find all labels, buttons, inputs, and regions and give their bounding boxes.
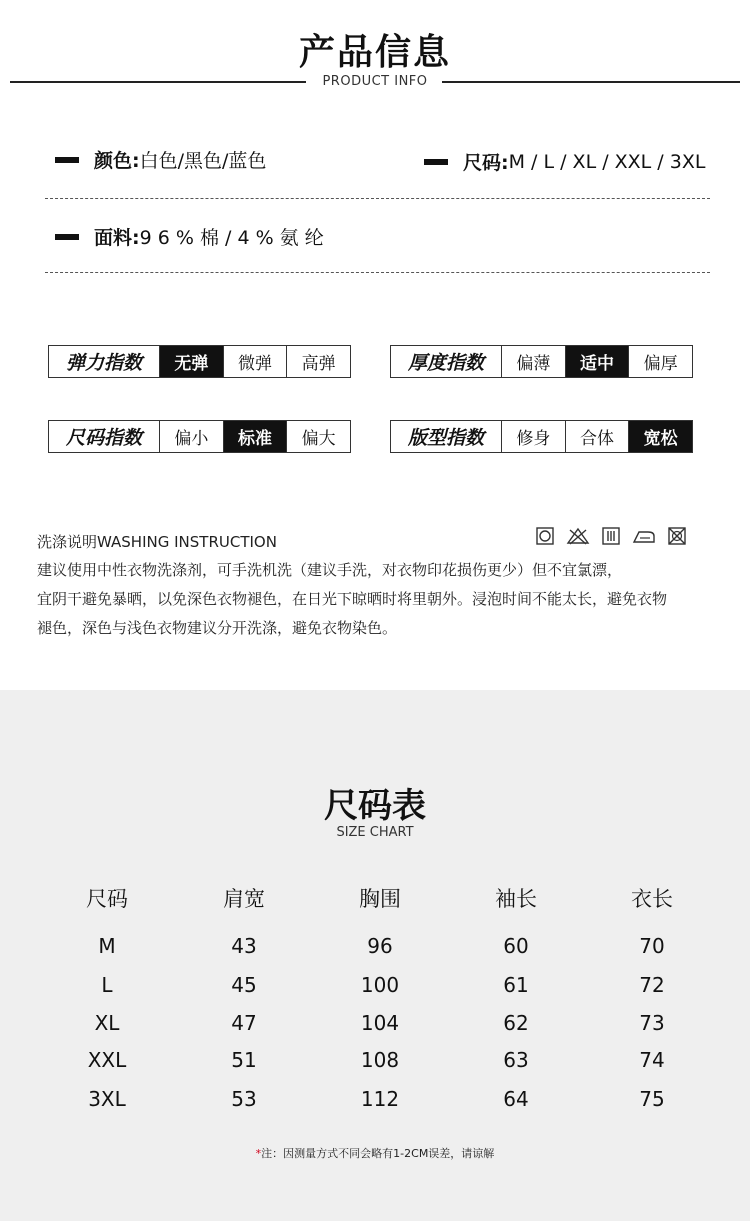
column-header: 肩宽 (223, 887, 265, 911)
subtitle-row (0, 72, 750, 92)
size-row (424, 148, 705, 175)
index-option: 无弹 (160, 346, 224, 377)
bullet-bar (55, 234, 79, 240)
measurement-cell: 60 (503, 934, 529, 958)
iron-icon (632, 527, 656, 545)
measurement-cell: 53 (231, 1087, 257, 1111)
bullet-bar (55, 157, 79, 163)
fabric-row (55, 223, 324, 250)
note-star: * (255, 1147, 262, 1160)
column-header: 胸围 (359, 887, 401, 911)
index-heading: 厚度指数 (391, 346, 502, 377)
size-chart-subtitle: SIZE CHART (336, 825, 414, 840)
size-cell: L (101, 973, 113, 997)
washing-line: 建议使用中性衣物洗涤剂，可手洗机洗（建议手洗，对衣物印花损伤更少）但不宜氯漂， (37, 561, 623, 579)
elasticity-index (48, 345, 351, 378)
index-option: 偏小 (160, 421, 224, 452)
measurement-cell: 72 (639, 973, 665, 997)
measurement-cell: 43 (231, 934, 257, 958)
measurement-cell: 70 (639, 934, 665, 958)
dashed-divider (45, 198, 710, 199)
index-option: 标准 (224, 421, 288, 452)
measurement-cell: 104 (360, 1011, 400, 1035)
measurement-cell: 96 (367, 934, 393, 958)
page-title: 产品信息 (298, 32, 451, 73)
size-cell: XXL (87, 1048, 127, 1072)
size-chart-section (0, 690, 750, 1221)
measurement-cell: 47 (231, 1011, 257, 1035)
index-heading: 版型指数 (391, 421, 502, 452)
size-value: M / L / XL / XXL / 3XL (508, 150, 706, 173)
washing-title: 洗涤说明WASHING INSTRUCTION (37, 533, 277, 551)
column-header: 尺码 (86, 887, 128, 911)
divider-right (442, 81, 740, 83)
index-option: 偏厚 (643, 354, 678, 374)
size-cell: M (98, 934, 116, 958)
washing-line: 宜阴干避免暴晒，以免深色衣物褪色，在日光下晾晒时将里朝外。浸泡时间不能太长，避免衣物 (37, 590, 668, 608)
measurement-cell: 62 (503, 1011, 529, 1035)
size-label: 尺码: (463, 152, 509, 174)
tumble-dry-icon (536, 527, 554, 545)
index-option: 偏大 (301, 429, 336, 449)
index-heading: 尺码指数 (49, 421, 160, 452)
index-option: 偏薄 (502, 346, 566, 377)
dashed-divider (45, 272, 710, 273)
index-option: 微弹 (224, 346, 288, 377)
measurement-cell: 75 (639, 1087, 665, 1111)
index-option: 宽松 (629, 421, 692, 452)
page-subtitle: PRODUCT INFO (322, 74, 428, 89)
index-heading: 弹力指数 (49, 346, 160, 377)
no-dryclean-icon (668, 527, 686, 545)
measurement-cell: 73 (639, 1011, 665, 1035)
measurement-cell: 63 (503, 1048, 529, 1072)
dry-flat-icon (602, 527, 620, 545)
note-text: 注：因测量方式不同会略有1-2CM误差，请谅解 (261, 1147, 495, 1160)
column-header: 衣长 (631, 887, 673, 911)
color-value: 白色/黑色/蓝色 (139, 150, 267, 172)
measurement-cell: 45 (231, 973, 257, 997)
washing-line: 褪色，深色与浅色衣物建议分开洗涤，避免衣物染色。 (37, 619, 398, 637)
no-bleach-icon (566, 527, 590, 545)
measurement-cell: 74 (639, 1048, 665, 1072)
index-option: 高弹 (301, 354, 336, 374)
color-row (55, 146, 266, 173)
measurement-cell: 112 (360, 1087, 400, 1111)
size-cell: 3XL (88, 1087, 126, 1111)
index-option: 合体 (566, 421, 630, 452)
care-icons (536, 527, 686, 545)
measurement-note (0, 1145, 750, 1161)
fabric-value: 9 6 % 棉 / 4 % 氨 纶 (139, 227, 324, 249)
measurement-cell: 51 (231, 1048, 257, 1072)
size-chart-title: 尺码表 (324, 786, 426, 826)
size-cell: XL (94, 1011, 120, 1035)
measurement-cell: 108 (360, 1048, 400, 1072)
color-label: 颜色: (94, 150, 140, 172)
bullet-bar (424, 159, 448, 165)
measurement-cell: 61 (503, 973, 529, 997)
index-option: 修身 (502, 421, 566, 452)
size-index (48, 420, 351, 453)
column-header: 袖长 (495, 887, 537, 911)
index-option: 适中 (566, 346, 630, 377)
measurement-cell: 100 (360, 973, 400, 997)
fit-index (390, 420, 693, 453)
thickness-index (390, 345, 693, 378)
fabric-label: 面料: (94, 227, 140, 249)
measurement-cell: 64 (503, 1087, 529, 1111)
